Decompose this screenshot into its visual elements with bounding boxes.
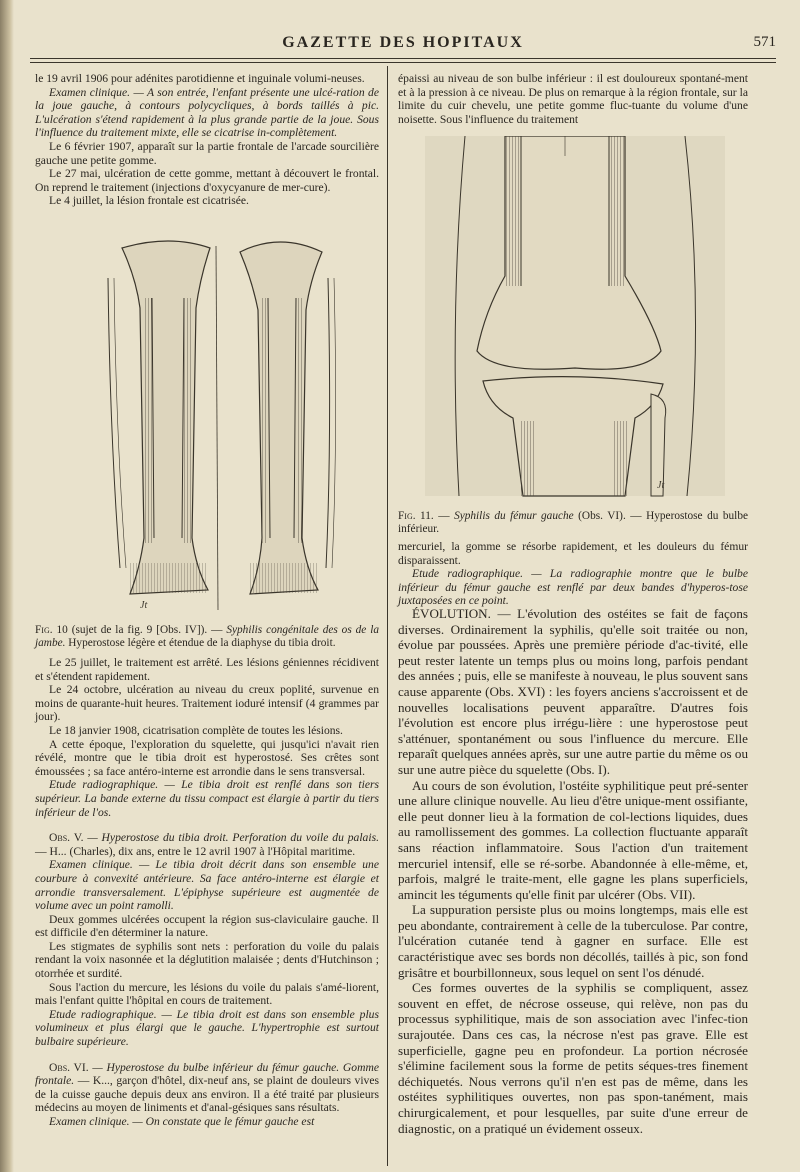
page-binding-edge [0,0,14,1172]
figure-11-femur-knee [425,136,725,506]
figure-label: Fig. 11. [398,510,434,522]
paragraph: mercuriel, la gomme se résorbe rapidement, et les douleurs du fémur disparaissent. [398,540,748,567]
figure-11-caption: Fig. 11. — Syphilis du fémur gauche (Obs. VI). — Hyperostose du bulbe inférieur. [398,510,748,536]
figure-title: Syphilis du fémur gauche [454,510,574,522]
figure-title: Syphilis congénitale des os de la jambe. [35,624,380,650]
paragraph: ÉVOLUTION. — L'évolution des ostéites se fait de façons diverses. Ordinairement la syphilis, qu'elle soit traitée ou non, évolue par poussées. Après une première période d'ac-tivité, elle peut rester latente un temps plus ou moins long, parfois pendant des années ; puis, elle se manifeste à nouveau, le plus souvent sans cause apparente (Obs. XVI) : les foyers anciens s'accroissent et de nouvelles localisations peuvent apparaître. D'autres fois l'évolution est encore plus irrégu-lière : une hyperostose peut s'atténuer, spontanément ou sous l'influence du mercure. Elle reparaît quelques années après, sur une autre partie du même os ou sur une autre pièce du squelette (Obs. I). [398,606,748,777]
observation-heading [35,831,379,858]
paragraph: Examen clinique. — Le tibia droit décrit dans son ensemble une courbure à convexité antérieure. Sa face antéro-interne est élargie et arrondie transversalement. L'épiphyse supérieure est augmentée de volume avec un point ramolli. [35,858,379,913]
paragraph: Examen clinique. — On constate que le fémur gauche est [49,1115,315,1128]
running-title: GAZETTE DES HOPITAUX [282,34,524,51]
paragraph: Deux gommes ulcérées occupent la région sus-claviculaire gauche. Il est difficile d'en déterminer la nature. [35,912,379,940]
observation-heading [35,1061,379,1115]
paragraph: Etude radiographique. — Le tibia droit est dans son ensemble plus volumineux et plus élargi que le gauche. L'hypertrophie est surtout bulbaire supérieure. [35,1007,379,1049]
paragraph: Le 24 octobre, ulcération au niveau du creux poplité, survenue en moins de quarante-huit heures. Traitement ioduré intensif (4 grammes par jour). [35,683,379,724]
figure-description: Hyperostose légère et étendue de la diaphyse du tibia droit. [68,637,336,650]
paragraph: Le 6 février 1907, apparaît sur la partie frontale de l'arcade sourcilière gauche une petite gomme. [35,139,379,167]
header-rule-thin [30,62,776,63]
paragraph: le 19 avril 1906 pour adénites parotidienne et inguinale volumi-neuses. [35,72,365,85]
evolution-section [398,606,748,1136]
paragraph: Le 18 janvier 1908, cicatrisation complète de toutes les lésions. [49,723,343,737]
paragraph: Etude radiographique. — Le tibia droit est renflé dans son tiers supérieur. La bande externe du tissu compact est élargie à partir du tiers inférieur de l'os. [35,778,379,819]
figure-10-caption [35,624,379,651]
left-column-intro [35,72,379,208]
paragraph: Examen clinique. — A son entrée, l'enfant présente une ulcé-ration de la joue gauche, à contours polycycliques, à bords taillés à pic. L'ulcération s'étend rapidement à la plus grande partie de la joue. Sous l'influence du traitement mixte, elle se cicatrise in-complètement. [35,85,379,140]
figure-signature: Jt [657,480,665,491]
paragraph: Ces formes ouvertes de la syphilis se compliquent, assez souvent en effet, de nécrose osseuse, qui relève, non pas du processus syphilitique, mais de son association avec l'infec-tion surajoutée. Dans ces cas, la nécrose n'est pas grave. Elle est superficielle, gagne peu en profondeur. La portion nécrosée s'élimine facilement sous la forme de petits séques-tres finement déchiquetés. Nous verrons qu'il n'en est pas de même, dans les ostéites syphilitiques ouvertes, non pas spon-tanément, mais chirurgicalement, et pour lesquelles, par suite d'une erreur de diagnostic, on a pratiqué un évidement osseux. [398,980,748,1136]
right-column-after-figure [398,540,748,608]
observation-intro: — K..., garçon d'hôtel, dix-neuf ans, se plaint de douleurs vives de la cuisse gauche depuis deux ans environ. Il a été traité par plusieurs médecins au moyen de liniments et d'anal-gésiques sans résultats. [35,1074,379,1115]
observation-label: Obs. V. [49,831,84,845]
paragraph: Le 25 juillet, le traitement est arrêté. Les lésions géniennes récidivent et s'étendent rapidement. [35,656,379,683]
paragraph: Au cours de son évolution, l'ostéite syphilitique peut pré-senter une allure clinique nouvelle. Au lieu d'être unique-ment ossifiante, elle peut donner lieu à la formation de col-lections liquides, dues au ramollissement des gommes. La collection fluctuante apparaît sans réaction inflammatoire. Sous l'action d'un traitement mercuriel intensif, elle se ré-sorbe. Abandonnée à elle-même, et, parfois, malgré le traite-ment, elle gagne les plans superficiels, amincit les téguments qu'elle finit par ulcérer (Obs. VII). [398,777,748,902]
observation-label: Obs. VI. [49,1060,89,1074]
paragraph: Le 4 juillet, la lésion frontale est cicatrisée. [49,194,249,208]
paragraph: La suppuration persiste plus ou moins longtemps, mais elle est peu abondante, contrairement à celle de la tuberculose. Par contre, l'ulcération cutanée tend à gagner en surface. Elle est caractéristique avec ses bords non décollés, taillés à pic, son fond grisâtre et bourbillonneux, sous lequel on sent l'os dénudé. [398,902,748,980]
paragraph: épaissi au niveau de son bulbe inférieur : il est douloureux spontané-ment et à la pression à ce niveau. De plus on remarque à la région frontale, sur la limite du cuir chevelu, une petite gomme fluc-tuante du volume d'une noisette. Sous l'influence du traitement [398,72,748,126]
paragraph: Le 27 mai, ulcération de cette gomme, mettant à découvert le frontal. On reprend le traitement (injections d'oxycyanure de mer-cure). [35,167,379,194]
figure-10-leg-bones [100,238,350,620]
observation-title: — Hyperostose du tibia droit. Perforation du voile du palais. [87,831,379,845]
header-rule [30,58,776,59]
paragraph: Etude radiographique. — La radiographie montre que le bulbe inférieur du fémur gauche est renflé par deux bandes d'hyperos-tose juxtaposées en ce point. [398,567,748,608]
observation-title: — Hyperostose du bulbe inférieur du fémur gauche. Gomme frontale. [35,1060,379,1088]
left-column-observations [35,656,379,1129]
figure-ref: (sujet de la fig. 9 [Obs. IV]). — [71,624,223,636]
figure-ref: (Obs. VI). — [578,510,642,522]
figure-description: Hyperostose du bulbe inférieur. [398,510,748,536]
right-column-top [398,72,748,126]
paragraph: A cette époque, l'exploration du squelette, qui jusqu'ici n'avait rien révélé, montre que le tibia droit est hyperostosé. Ses crêtes sont émoussées ; sa face antéro-interne est arrondie dans le sens transversal. [35,737,379,778]
figure-label: Fig. 10 [35,624,68,636]
observation-intro: — H... (Charles), dix ans, entre le 12 avril 1907 à l'Hôpital maritime. [35,844,356,858]
paragraph: Les stigmates de syphilis sont nets : perforation du voile du palais rendant la voix nasonnée et la déglutition malaisée ; dents d'Hutchinson ; otorrhée et surdité. [35,939,379,981]
paragraph: Sous l'action du mercure, les lésions du voile du palais s'amé-liorent, mais l'enfant quitte l'hôpital en cours de traitement. [35,980,379,1008]
column-divider [387,66,388,1166]
page-header [30,28,776,50]
page-number: 571 [753,34,776,50]
figure-signature: Jt [140,600,148,611]
